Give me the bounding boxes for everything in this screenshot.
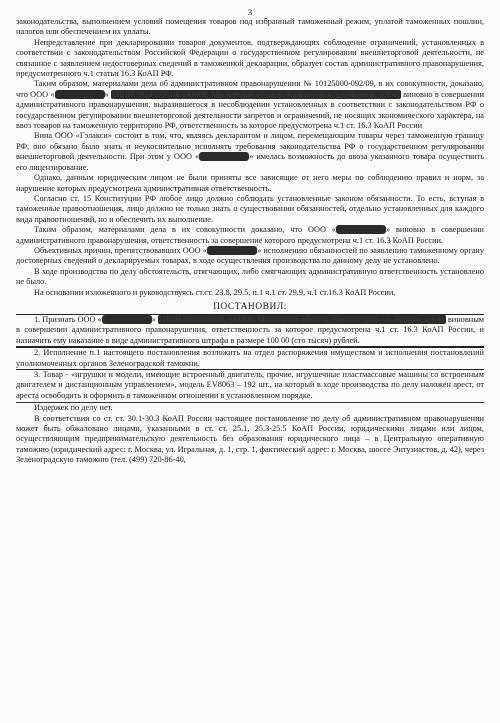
text: »: [151, 314, 158, 324]
text: Объективных причин, препятствовавших ООО «: [34, 245, 208, 255]
redacted-company-name: Гэлакси: [207, 246, 257, 255]
text: » исполнению обязанностей по заявлению таможенному органу достоверных сведений о декларируемых товарах, в ходе осуществления производства по данному делу не установлено.: [16, 245, 484, 266]
text: виновно в совершении административного правонарушения, выразившегося в несоблюдении установленных в соответствии с законодательством РФ о государственном регулировании внешнеторговой деятельности запретов и ограничений, не носящих экономического характера, на ввоз товаров на таможенную территорию РФ, ответственность за которое предусмотрена ч.1 ст. 16.3 КоАП России: [16, 89, 485, 131]
redacted-company-details: (ИНН 5024092610, 143408, Московская область, Красногорск, ул. Ленина, д.3/4): [159, 314, 444, 324]
paragraph-proven-guilt: [16, 79, 484, 131]
text: » имелась возможность до ввоза указанного товара осуществить его лицензирование.: [16, 152, 484, 172]
paragraph-intro: законодательства, выполнением условий помещения товаров под избранный таможенный режим, уплатой таможенных пошлин, налогов или обеспечением их уплаты.: [16, 17, 484, 37]
paragraph-conclusion: [16, 225, 484, 246]
decision-item-2: 2. Исполнение п.1 настоящего постановления возложить на отдел распоряжения имуществом и исполнения постановлений уполномоченных органов Зеленоградской таможни.: [16, 347, 484, 370]
paragraph-circumstances: В ходе производства по делу обстоятельств, отягчающих, либо смягчающих административную ответственность установлено не было.: [16, 266, 484, 287]
redacted-company-name: Гэлакси: [55, 90, 105, 99]
paragraph-objective-reasons: [16, 246, 484, 267]
redacted-company-details: (ИНН 5024092610, 143408, Московская область, Красногорск, ул. Ленина, д.3/4): [113, 89, 399, 99]
decision-item-3: 3. Товар - «игрушки и модели, имеющие встроенный двигатель, прочие, игрушечные пластмассовые машины со встроенным двигателем и дистанционным управлением», модель EV8063 – 192 шт., на который в ходе производства по делу наложен арест, от ареста освободить и оформить в таможенном отношении в установленном порядке.: [16, 370, 484, 403]
redacted-company-name: Гэлакси: [102, 315, 152, 324]
text: Вина ООО «Гэлакси» состоит в том, что, являясь декларантом и лицом, перемещающим товары через таможенную границу РФ, оно обязано было знать и неукоснительно исполнять требования законодательства РФ о государственном регулировании внешнеторговой деятельности. При этом у ООО «: [16, 131, 484, 162]
decision-heading: ПОСТАНОВИЛ:: [213, 301, 287, 312]
paragraph-constitution: Согласно ст. 15 Конституции РФ любое лицо должно соблюдать установленные законом обязанности. То есть, вступая в таможенные правоотношения, лицо должно не только знать о существовании обязанностей, отдельно установленных для каждого вида правоотношений, но и обеспечить их выполнение.: [16, 193, 484, 224]
text: »: [104, 89, 112, 99]
redacted-company-name: Гэлакси: [199, 152, 249, 161]
paragraph-appeal: В соответствии со ст. ст. 30.1-30.3 КоАП России настоящее постановление по делу об административном правонарушении может быть обжаловано лицами, указанными в ст. ст. 25.1, 25.3-25.5 КоАП России, юридическими лицами или лицом, осуществляющим предпринимательскую деятельность без образования юридического лица – в Центральную оперативную таможню (юридический адрес: г. Москва, ул. Игральная, д. 1, стр. 1, фактический адрес: г. Москва, шоссе Энтузиастов, д. 42), через Зеленоградскую таможню (тел. (499) 720-86-40,: [16, 413, 484, 465]
paragraph-measures: Однако, данным юридическим лицом не были приняты все зависящие от него меры по соблюдению правил и норм, за нарушение которых предусмотрена административная ответственность.: [16, 173, 484, 193]
decision-item-1: [16, 314, 484, 347]
paragraph-legal-basis: На основании изложенного и руководствуясь ст.ст. 23.8, 29.5, п.1 ч.1 ст. 29.9, ч.1 ст.16.3 КоАП России,: [34, 287, 396, 297]
paragraph-guilt-description: [16, 131, 484, 173]
text: виновным в совершении административного правонарушения, ответственность за которое предусмотрена ч.1 ст. 16.3 КоАП России, и назначить ему наказание в виде административного штрафа в размере 100 00 (сто тысяч) рублей.: [16, 314, 485, 345]
redacted-company-name: Гэлакси: [336, 225, 386, 234]
text: 1. Признать ООО «: [34, 314, 102, 324]
text: Таким образом, материалами дела об административном правонарушении № 10125000-092/09, в их совокупности, доказано, что ООО «: [16, 79, 484, 99]
text: Таким образом, материалами дела в их совокупности доказано, что ООО «: [34, 225, 337, 235]
paragraph-offense-definition: Непредставление при декларировании товаров документов, подтверждающих соблюдение ограничений, установленных в соответствии с законодательством Российской Федерации о государственном регулировании внешнеторговой деятельности, не связанное с заявлением недостоверных сведений в таможенной декларации, образует состав административного правонарушения, предусмотренного ч.1 статьи 16.3 КоАП РФ.: [16, 37, 484, 79]
text: » виновно в совершении административного правонарушения, ответственность за совершение которого предусмотрена ч.1 ст. 16.3 КоАП России.: [16, 225, 484, 245]
page-number: 3: [247, 7, 253, 17]
paragraph-costs: Издержек по делу нет.: [34, 403, 113, 413]
